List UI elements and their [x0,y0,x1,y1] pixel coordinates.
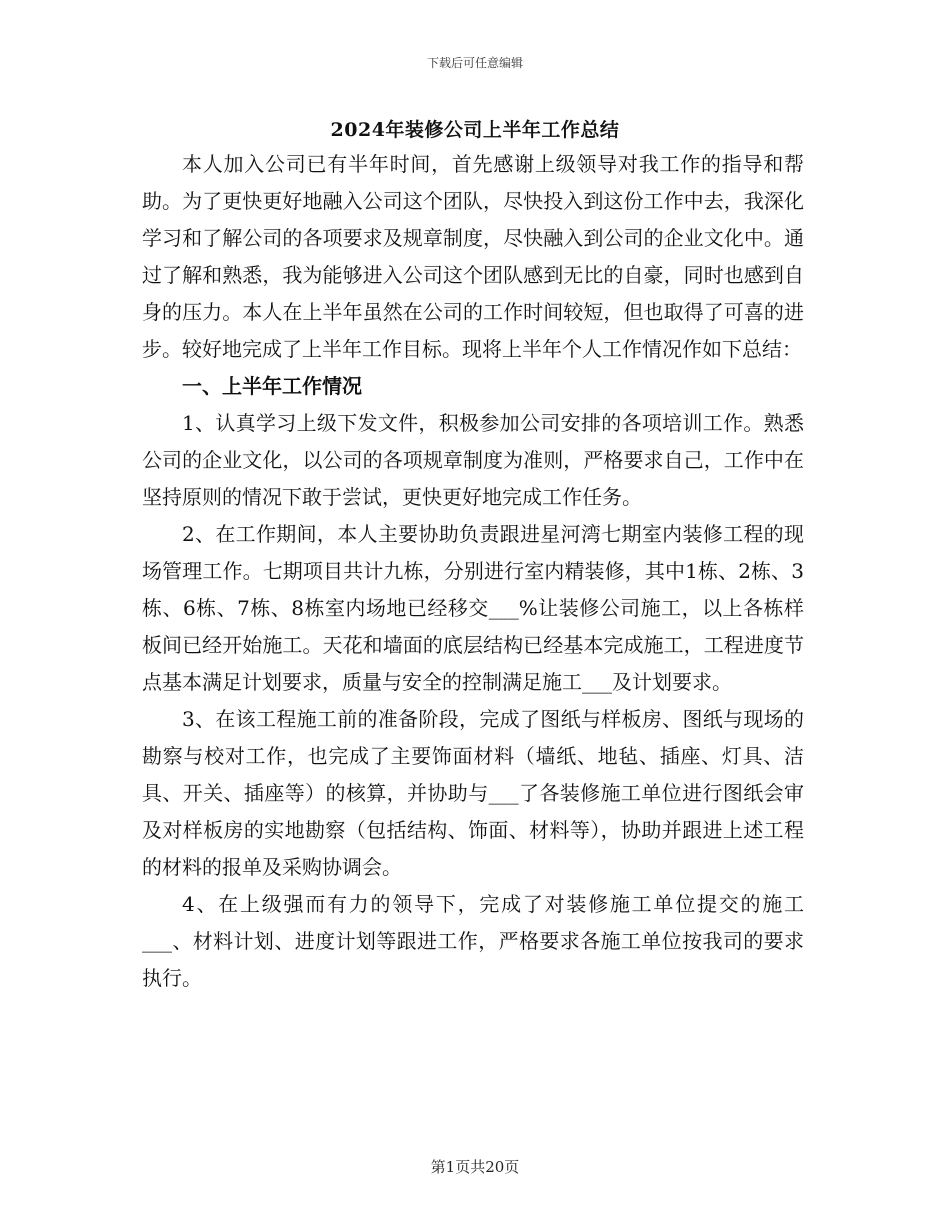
paragraph-item-4: 4、在上级强而有力的领导下，完成了对装修施工单位提交的施工___、材料计划、进度计划等跟进工作，严格要求各施工单位按我司的要求执行。 [142,892,804,990]
paragraph-item-3: 3、在该工程施工前的准备阶段，完成了图纸与样板房、图纸与现场的勘察与校对工作，也完成了主要饰面材料（墙纸、地毡、插座、灯具、洁具、开关、插座等）的核算，并协助与___了各装修施工单位进行图纸会审及对样板房的实地勘察（包括结构、饰面、材料等），协助并跟进上述工程的材料的报单及采购协调会。 [142,707,804,879]
page-number: 第1页共20页 [430,1158,520,1176]
header-note: 下载后可任意编辑 [426,56,523,70]
section-heading: 一、上半年工作情况 [182,374,362,398]
paragraph-item-2: 2、在工作期间，本人主要协助负责跟进星河湾七期室内装修工程的现场管理工作。七期项目共计九栋，分别进行室内精装修，其中1栋、2栋、3栋、6栋、7栋、8栋室内场地已经移交___%让装修公司施工，以上各栋样板间已经开始施工。天花和墙面的底层结构已经基本完成施工，工程进度节点基本满足计划要求，质量与安全的控制满足施工___及计划要求。 [142,522,804,694]
paragraph-item-1: 1、认真学习上级下发文件，积极参加公司安排的各项培训工作。熟悉公司的企业文化，以公司的各项规章制度为准则，严格要求自己，工作中在坚持原则的情况下敢于尝试，更快更好地完成工作任务。 [142,411,804,509]
paragraph-intro: 本人加入公司已有半年时间，首先感谢上级领导对我工作的指导和帮助。为了更快更好地融入公司这个团队，尽快投入到这份工作中去，我深化学习和了解公司的各项要求及规章制度，尽快融入到公司的企业文化中。通过了解和熟悉，我为能够进入公司这个团队感到无比的自豪，同时也感到自身的压力。本人在上半年虽然在公司的工作时间较短，但也取得了可喜的进步。较好地完成了上半年工作目标。现将上半年个人工作情况作如下总结： [142,152,804,361]
document-body [142,146,804,997]
document-title: 2024年装修公司上半年工作总结 [330,119,620,141]
